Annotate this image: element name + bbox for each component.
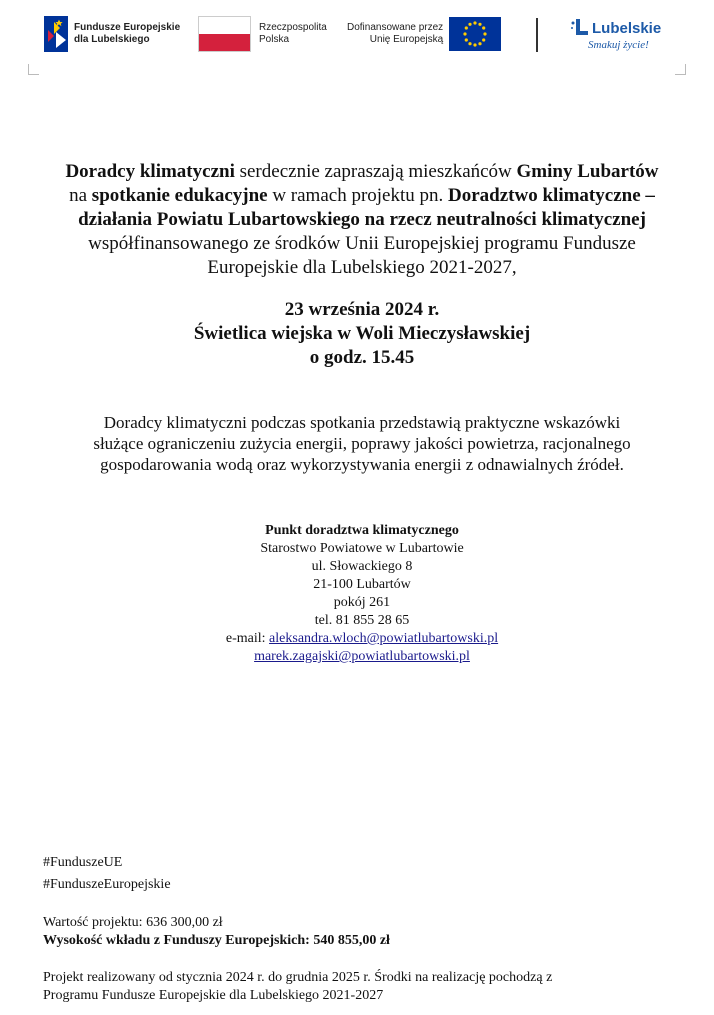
description-line: służące ograniczeniu zużycia energii, poprawy jakości powietrza, racjonalnego [93, 434, 631, 453]
contact-city: 21-100 Lubartów [313, 577, 411, 592]
rp-line1: Rzeczpospolita [259, 22, 327, 33]
intro-text-3: w ramach projektu pn. [267, 185, 449, 206]
contact-office: Starostwo Powiatowe w Lubartowie [260, 541, 464, 556]
event-details [40, 298, 684, 370]
project-note [43, 969, 683, 1005]
email-label: e-mail: [225, 631, 270, 646]
description-line: gospodarowania wodą oraz wykorzystywania energii z odnawialnych źródeł. [100, 455, 624, 474]
hashtags [43, 852, 171, 896]
project-value [43, 914, 390, 950]
ue-line1: Dofinansowane przez [347, 22, 444, 33]
page-corner-mark-right [675, 64, 686, 75]
eu-flag-icon [449, 17, 501, 51]
contact-phone: tel. 81 855 28 65 [314, 613, 410, 628]
logo-rzeczpospolita [198, 14, 327, 54]
logo-lubelskie [570, 14, 661, 54]
fe-line1: Fundusze Europejskie [74, 22, 181, 33]
rp-line2: Polska [259, 34, 290, 45]
project-note-line2: Programu Fundusze Europejskie dla Lubelskiego 2021-2027 [43, 988, 384, 1003]
fundusze-europejskie-icon [44, 16, 68, 52]
intro-text-2: na [69, 185, 92, 206]
logo-separator [536, 18, 538, 52]
event-date: 23 września 2024 r. [284, 299, 440, 320]
invitation-paragraph [40, 160, 684, 280]
email-link-aleksandra[interactable]: aleksandra.wloch@powiatlubartowski.pl [269, 631, 499, 646]
lubelskie-name: Lubelskie [592, 19, 662, 37]
event-description [40, 412, 684, 475]
lubelskie-icon [570, 17, 592, 39]
page-corner-mark-left [28, 64, 39, 75]
logo-unia-europejska [347, 14, 501, 54]
hashtag: #FunduszeUE [43, 855, 123, 870]
intro-project-name-1: Doradztwo klimatyczne – [448, 185, 655, 206]
event-place: Świetlica wiejska w Woli Mieczysławskiej [193, 323, 531, 344]
contact-block [140, 522, 584, 666]
intro-advisors: Doradcy klimatyczni [65, 161, 235, 182]
contact-room: pokój 261 [333, 595, 391, 610]
description-line: Doradcy klimatyczni podczas spotkania przedstawią praktyczne wskazówki [103, 413, 621, 432]
project-value-text: Wartość projektu: 636 300,00 zł [43, 915, 223, 930]
project-note-line1: Projekt realizowany od stycznia 2024 r. do grudnia 2025 r. Środki na realizację pochodzą z [43, 970, 553, 985]
hashtag: #FunduszeEuropejskie [43, 877, 171, 892]
contact-title: Punkt doradztwa klimatycznego [265, 523, 459, 538]
logo-bar [44, 14, 678, 58]
contact-street: ul. Słowackiego 8 [311, 559, 413, 574]
project-contribution: Wysokość wkładu z Funduszy Europejskich: 540 855,00 zł [43, 933, 390, 948]
intro-text-1: serdecznie zapraszają mieszkańców [234, 161, 517, 182]
intro-gmina: Gminy Lubartów [516, 161, 659, 182]
logo-fundusze-europejskie [44, 14, 180, 54]
intro-text-5: Europejskie dla Lubelskiego 2021-2027, [207, 257, 517, 278]
polish-flag-icon [198, 16, 251, 52]
intro-project-name-2: działania Powiatu Lubartowskiego na rzecz neutralności klimatycznej [78, 209, 646, 230]
lubelskie-slogan: Smakuj życie! [588, 39, 649, 51]
event-time: o godz. 15.45 [309, 347, 415, 368]
fe-line2: dla Lubelskiego [74, 34, 150, 45]
ue-line2: Unię Europejską [369, 34, 444, 45]
email-link-marek[interactable]: marek.zagajski@powiatlubartowski.pl [254, 649, 470, 664]
intro-text-4: współfinansowanego ze środków Unii Europejskiej programu Fundusze [88, 233, 636, 254]
intro-meeting: spotkanie edukacyjne [91, 185, 268, 206]
